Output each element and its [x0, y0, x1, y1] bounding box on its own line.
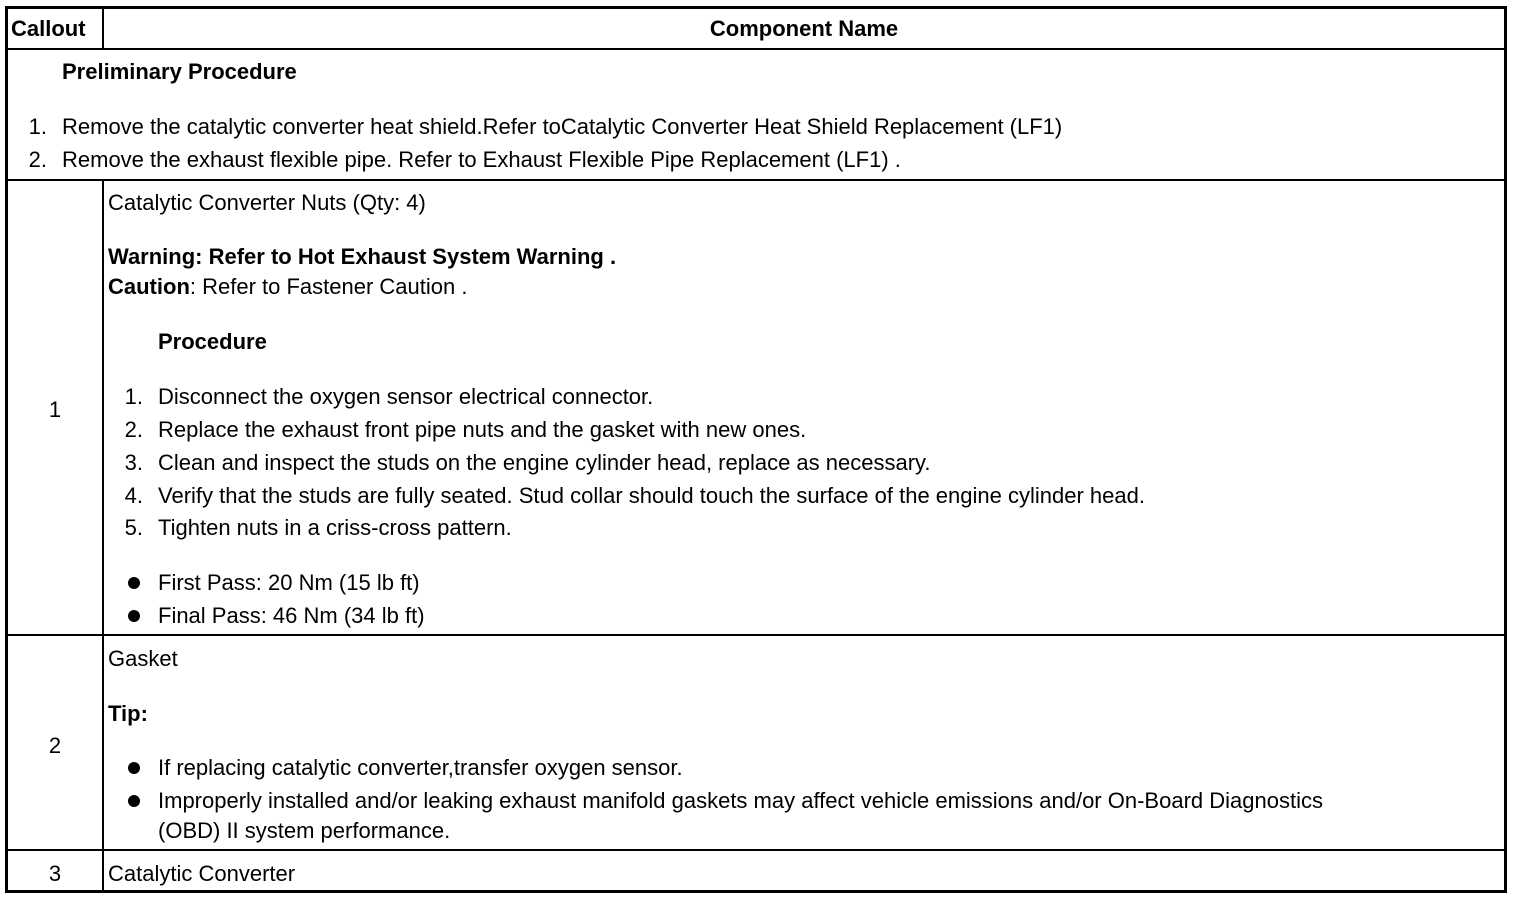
tip-label: Tip:	[108, 701, 148, 726]
procedure-step-number: 1.	[124, 384, 143, 409]
torque-bullet-text: First Pass: 20 Nm (15 lb ft)	[158, 570, 420, 595]
component-name: Catalytic Converter Nuts (Qty: 4)	[108, 190, 426, 215]
torque-bullet-text: Final Pass: 46 Nm (34 lb ft)	[158, 603, 425, 628]
procedure-step-text: Tighten nuts in a criss-cross pattern.	[158, 515, 512, 540]
procedure-step-text: Disconnect the oxygen sensor electrical connector.	[158, 384, 654, 409]
procedure-step-text: Verify that the studs are fully seated. Stud collar should touch the surface of the engine cylinder head.	[158, 483, 1145, 508]
bullet-icon	[128, 795, 140, 807]
row-1-divider	[8, 634, 1504, 636]
warning-text: Warning: Refer to Hot Exhaust System Warning .	[108, 244, 617, 269]
bullet-icon	[128, 610, 140, 622]
tip-bullet-text: If replacing catalytic converter,transfer oxygen sensor.	[158, 755, 683, 780]
preliminary-step-text: Remove the exhaust flexible pipe. Refer to Exhaust Flexible Pipe Replacement (LF1) .	[62, 147, 901, 172]
caution-line	[108, 274, 467, 300]
procedure-step-number: 2.	[124, 417, 143, 442]
component-name-header: Component Name	[709, 16, 899, 41]
preliminary-step-number: 2.	[28, 147, 47, 172]
preliminary-divider	[8, 179, 1504, 181]
procedure-step-text: Clean and inspect the studs on the engine cylinder head, replace as necessary.	[158, 450, 931, 475]
component-name: Gasket	[108, 646, 178, 671]
procedure-step-text: Replace the exhaust front pipe nuts and the gasket with new ones.	[158, 417, 807, 442]
procedure-step-number: 5.	[124, 515, 143, 540]
callout-number: 3	[48, 861, 62, 886]
component-name: Catalytic Converter	[108, 861, 296, 886]
bullet-icon	[128, 762, 140, 774]
preliminary-step-text: Remove the catalytic converter heat shield.Refer toCatalytic Converter Heat Shield Replacement (LF1)	[62, 114, 1063, 139]
callout-number: 2	[48, 733, 62, 758]
bullet-icon	[128, 577, 140, 589]
tip-bullet-text: Improperly installed and/or leaking exhaust manifold gaskets may affect vehicle emissions and/or On-Board Diagnostics	[158, 788, 1323, 813]
header-divider	[8, 48, 1504, 50]
caution-text: : Refer to Fastener Caution .	[189, 274, 468, 299]
procedure-title: Procedure	[158, 329, 267, 354]
preliminary-title: Preliminary Procedure	[62, 59, 297, 84]
procedure-step-number: 4.	[124, 483, 143, 508]
caution-label: Caution	[108, 274, 190, 299]
row-2-divider	[8, 849, 1504, 851]
preliminary-step-number: 1.	[28, 114, 47, 139]
component-table	[5, 6, 1507, 893]
callout-header: Callout	[11, 16, 86, 41]
procedure-step-number: 3.	[124, 450, 143, 475]
tip-bullet-continuation: (OBD) II system performance.	[158, 818, 451, 843]
callout-number: 1	[48, 397, 62, 422]
